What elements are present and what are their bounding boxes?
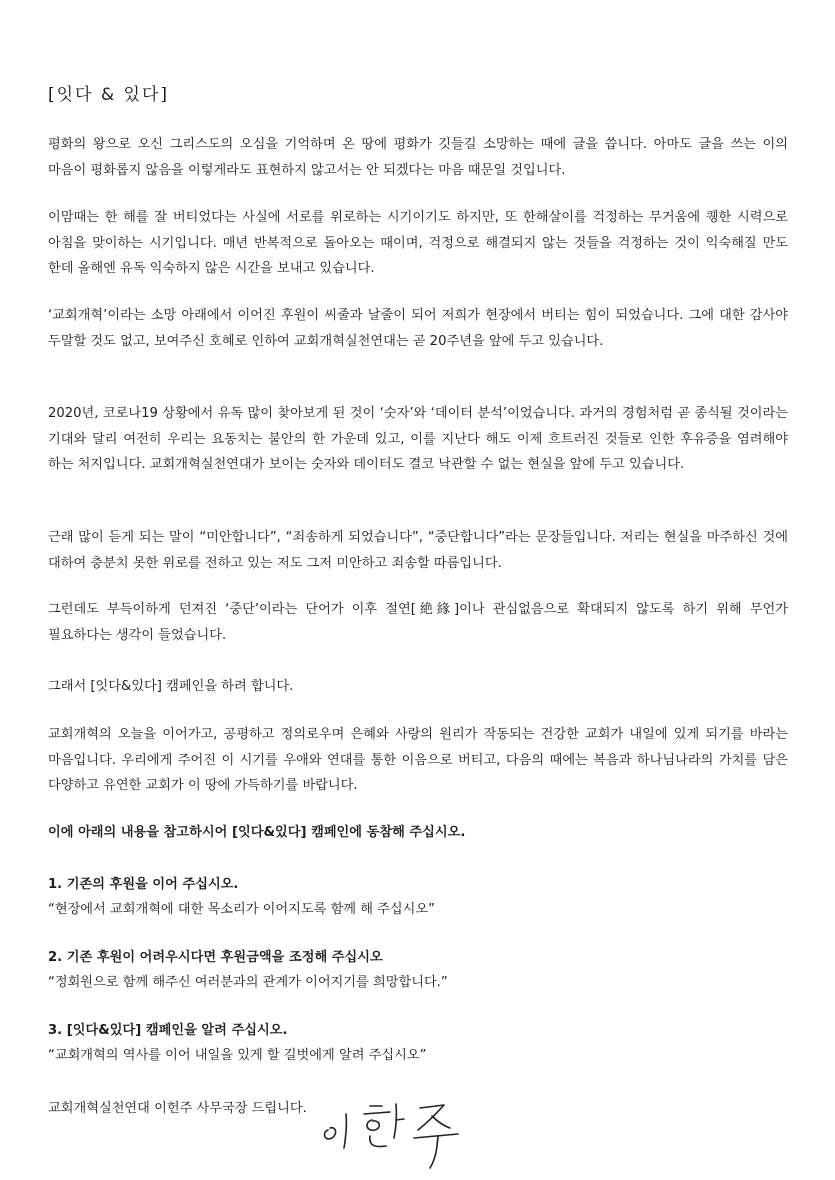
paragraph-2: 이맘때는 한 해를 잘 버티었다는 사실에 서로를 위로하는 시기이기도 하지만, 또 한해살이를 걱정하는 무거움에 퀭한 시력으로 아침을 맞이하는 시기입니다. 매년 반복적으로 돌아오는 때이며, 걱정으로 해결되지 않는 것들을 걱정하는 것이 익숙해질 만도 한데 올해엔 유독 익숙하지 않은 시간을 보내고 있습니다.: [48, 210, 788, 276]
letter-title: [잇다 & 있다]: [48, 85, 170, 105]
call-to-action: 이에 아래의 내용을 참고하시어 [잇다&있다] 캠페인에 동참해 주십시오.: [48, 825, 466, 840]
paragraph-6: 그런데도 부득이하게 던져진 ‘중단’이라는 단어가 이후 절연[絶緣]이나 관심없음으로 확대되지 않도록 하기 위해 무언가 필요하다는 생각이 들었습니다.: [48, 602, 788, 643]
item-1-quote: “현장에서 교회개혁에 대한 목소리가 이어지도록 함께 해 주십시오”: [48, 902, 435, 917]
paragraph-5: 근래 많이 듣게 되는 말이 “미안합니다”, “죄송하게 되었습니다”, “중단합니다”라는 문장들입니다. 저리는 현실을 마주하신 것에 대하여 충분치 못한 위로를 전하고 있는 저도 그저 미안하고 죄송할 따름입니다.: [48, 530, 788, 571]
item-3-quote: “교회개혁의 역사를 이어 내일을 있게 할 길벗에게 알려 주십시오”: [48, 1048, 427, 1063]
closing-line: 교회개혁실천연대 이헌주 사무국장 드립니다.: [48, 1101, 307, 1116]
item-1-heading: 1. 기존의 후원을 이어 주십시오.: [48, 877, 239, 892]
paragraph-8: 교회개혁의 오늘을 이어가고, 공평하고 정의로우며 은혜와 사랑의 원리가 작동되는 건강한 교회가 내일에 있게 되기를 바라는 마음입니다. 우리에게 주어진 이 시기를 우애와 연대를 통한 이음으로 버티고, 다음의 때에는 복음과 하나님나라의 가치를 담은 다양하고 유연한 교회가 이 땅에 가득하기를 바랍니다.: [48, 727, 788, 793]
paragraph-1: 평화의 왕으로 오신 그리스도의 오심을 기억하며 온 땅에 평화가 깃들길 소망하는 때에 글을 씁니다. 아마도 글을 쓰는 이의 마음이 평화롭지 않음을 이렇게라도 표현하지 않고서는 안 되겠다는 마음 때문일 것입니다.: [48, 137, 788, 178]
paragraph-4: 2020년, 코로나19 상황에서 유독 많이 찾아보게 된 것이 ‘숫자’와 ‘데이터 분석’이었습니다. 과거의 경험처럼 곧 종식될 것이라는 기대와 달리 여전히 우리는 요동치는 불안의 한 가운데 있고, 이를 지난다 해도 이제 흐트러진 것들로 인한 후유증을 염려해야 하는 처지입니다. 교회개혁실천연대가 보이는 숫자와 데이터도 결코 낙관할 수 없는 현실을 앞에 두고 있습니다.: [48, 406, 788, 472]
item-2-heading: 2. 기존 후원이 어려우시다면 후원금액을 조정해 주십시오: [48, 950, 383, 965]
handwritten-signature: [320, 1092, 470, 1172]
item-2-quote: “정회원으로 함께 해주신 여러분과의 관계가 이어지기를 희망합니다.”: [48, 975, 448, 990]
paragraph-7: 그래서 [잇다&있다] 캠페인을 하려 합니다.: [48, 679, 294, 694]
paragraph-3: ‘교회개혁’이라는 소망 아래에서 이어진 후원이 씨줄과 날줄이 되어 저희가 현장에서 버티는 힘이 되었습니다. 그에 대한 감사야 두말할 것도 없고, 보여주신 호혜로 인하여 교회개혁실천연대는 곧 20주년을 앞에 두고 있습니다.: [48, 308, 788, 349]
item-3-heading: 3. [잇다&있다] 캠페인을 알려 주십시오.: [48, 1023, 288, 1038]
